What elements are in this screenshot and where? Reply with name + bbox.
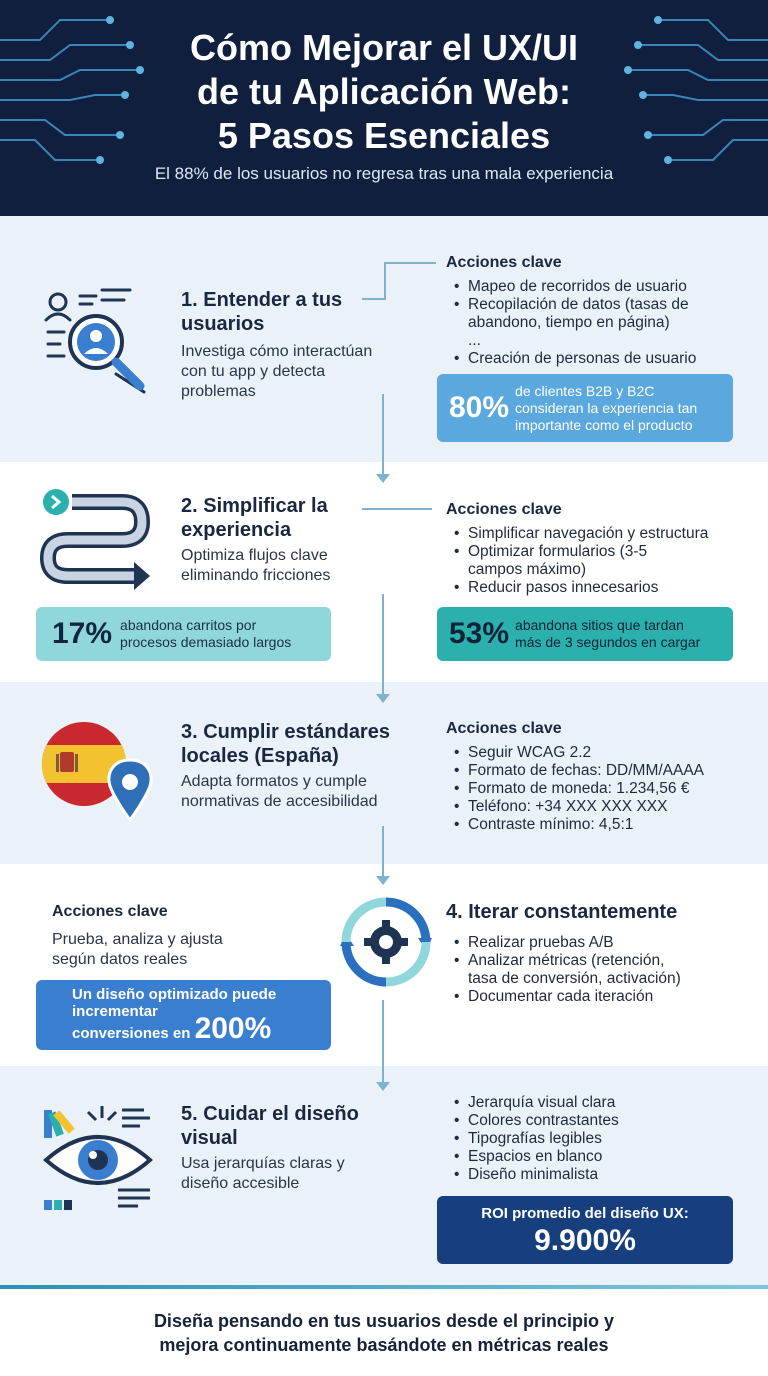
desc-line: diseño accesible (181, 1175, 300, 1192)
step4-title: 4. Iterar constantemente (446, 901, 678, 923)
step5-description (181, 1154, 345, 1194)
connector-line (382, 826, 384, 876)
step3-description (181, 772, 378, 812)
connector-line (362, 508, 432, 510)
step2-left-stat-box (36, 607, 331, 661)
list-item: • Realizar pruebas A/B (446, 934, 746, 952)
list-item: • Optimizar formularios (3-5 (446, 543, 746, 561)
desc-line: Investiga cómo interactúan (181, 343, 373, 360)
step-title-line: 2. Simplificar la (181, 495, 328, 517)
list-item: • Formato de fechas: DD/MM/AAAA (446, 762, 746, 780)
step4-stat-box (36, 980, 331, 1050)
eye-design-icon (40, 1104, 156, 1214)
connector-line (384, 262, 436, 264)
stat-value: 9.900% (534, 1223, 636, 1257)
list-item: • Seguir WCAG 2.2 (446, 744, 746, 762)
page-subtitle: El 88% de los usuarios no regresa tras una mala experiencia (154, 164, 614, 183)
desc-line: problemas (181, 383, 256, 400)
stat-value: 200% (194, 1012, 272, 1045)
list-item: • Contraste mínimo: 4,5:1 (446, 816, 746, 834)
step1-actions-title: Acciones clave (446, 254, 562, 271)
step5-actions-list (446, 1094, 746, 1184)
step4-actions-list (446, 934, 746, 1006)
list-item: ... (468, 332, 481, 349)
stat-line (72, 1012, 276, 1045)
list-item: • Simplificar navegación y estructura (446, 525, 746, 543)
stat-text (515, 383, 697, 434)
list-item: • Teléfono: +34 XXX XXX XXX (446, 798, 746, 816)
step-title-line: 3. Cumplir estándares (181, 721, 390, 743)
connector-line (382, 1000, 384, 1082)
step1-title (181, 288, 342, 336)
step3-actions-list (446, 744, 746, 834)
stat-line-text: conversiones en (72, 1025, 191, 1042)
stat-line: procesos demasiado largos (120, 634, 292, 650)
desc-line: Adapta formatos y cumple (181, 773, 367, 790)
list-item: • Tipografías legibles (446, 1130, 746, 1148)
gear-cycle-icon (340, 896, 432, 988)
step5-stat-box (437, 1196, 733, 1264)
step-title-line: locales (España) (181, 745, 339, 767)
step5-title (181, 1102, 359, 1150)
step-title-line: 5. Cuidar el diseño (181, 1103, 359, 1125)
list-item: • Espacios en blanco (446, 1148, 746, 1166)
down-arrow-icon (376, 694, 390, 703)
down-arrow-icon (376, 876, 390, 885)
stat-line: abandona sitios que tardan (515, 617, 684, 633)
stat-label: ROI promedio del diseño UX: (481, 1204, 689, 1222)
title-line: Cómo Mejorar el UX/UI (189, 27, 579, 68)
step-title-line: usuarios (181, 313, 265, 335)
stat-line: importante como el producto (515, 416, 693, 433)
page-title (0, 26, 768, 158)
footer-text (154, 1309, 614, 1357)
stat-line: de clientes B2B y B2C (515, 382, 655, 399)
connector-line (362, 298, 386, 300)
step1-description (181, 342, 372, 402)
list-item: abandono, tiempo en página) (468, 314, 670, 331)
user-search-icon (40, 282, 152, 394)
step-title-line: experiencia (181, 519, 292, 541)
step1-actions-list (446, 278, 746, 368)
desc-line: según datos reales (52, 951, 188, 968)
list-item: • Creación de personas de usuario (446, 350, 746, 368)
stat-line: consideran la experiencia tan (515, 399, 698, 416)
connector-line (382, 394, 384, 474)
step2-actions-title: Acciones clave (446, 501, 562, 518)
step-title-line: visual (181, 1127, 238, 1149)
stat-line: abandona carritos por (120, 617, 257, 633)
desc-line: Usa jerarquías claras y (181, 1155, 345, 1172)
list-item: • Reducir pasos innecesarios (446, 579, 746, 597)
list-item: • Diseño minimalista (446, 1166, 746, 1184)
connector-line (384, 262, 386, 298)
footer (0, 1289, 768, 1376)
desc-line: con tu app y detecta (181, 363, 326, 380)
down-arrow-icon (376, 1082, 390, 1091)
footer-line: mejora continuamente basándote en métricas reales (159, 1334, 609, 1355)
desc-line: eliminando fricciones (181, 567, 331, 584)
desc-line: Optimiza flujos clave (181, 547, 328, 564)
list-item: • Recopilación de datos (tasas de (446, 296, 746, 314)
step2-title (181, 494, 328, 542)
stat-value: 53% (449, 617, 510, 650)
list-item: tasa de conversión, activación) (468, 970, 681, 987)
list-item: • Jerarquía visual clara (446, 1094, 746, 1112)
list-item: • Formato de moneda: 1.234,56 € (446, 780, 746, 798)
winding-path-icon (38, 486, 154, 596)
step2-description (181, 546, 330, 586)
step3-title (181, 720, 390, 768)
desc-line: normativas de accesibilidad (181, 793, 378, 810)
desc-line: Prueba, analiza y ajusta (52, 931, 223, 948)
step3-actions-title: Acciones clave (446, 720, 562, 737)
header (0, 0, 768, 216)
step-title-line: 1. Entender a tus (181, 289, 343, 311)
list-item: • Mapeo de recorridos de usuario (446, 278, 746, 296)
step4-actions-title: Acciones clave (52, 903, 168, 920)
stat-value: 17% (52, 617, 113, 650)
stat-text (515, 617, 700, 651)
title-line: de tu Aplicación Web: (196, 71, 572, 112)
title-line: 5 Pasos Esenciales (217, 115, 551, 156)
stat-text (120, 617, 291, 651)
footer-line: Diseña pensando en tus usuarios desde el principio y (153, 1310, 615, 1331)
step2-right-stat-box (437, 607, 733, 661)
list-item: • Documentar cada iteración (446, 988, 746, 1006)
list-item: campos máximo) (468, 561, 586, 578)
list-item: • Colores contrastantes (446, 1112, 746, 1130)
spain-flag-location-icon (40, 712, 156, 828)
connector-line (382, 594, 384, 694)
stat-line: incrementar (72, 1003, 158, 1020)
step1-stat-box (437, 374, 733, 442)
down-arrow-icon (376, 474, 390, 483)
stat-value: 80% (449, 391, 510, 424)
list-item: • Analizar métricas (retención, (446, 952, 746, 970)
stat-line: más de 3 segundos en cargar (515, 634, 701, 650)
step2-actions-list (446, 525, 746, 597)
step4-description (52, 930, 223, 970)
stat-line: Un diseño optimizado puede (72, 986, 277, 1003)
stat-text (72, 986, 277, 1045)
